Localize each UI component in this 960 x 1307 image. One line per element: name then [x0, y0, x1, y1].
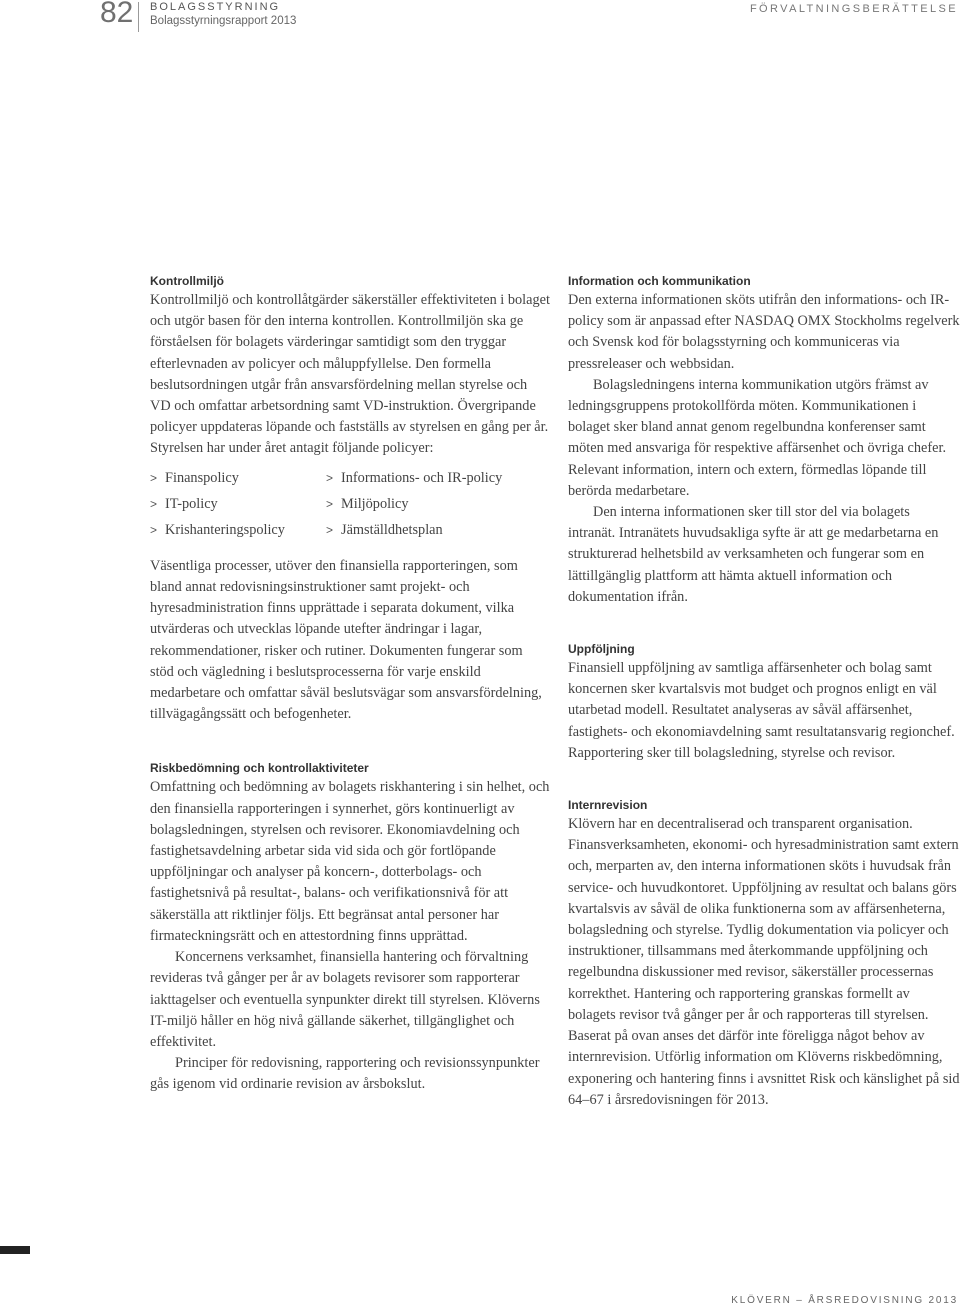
uppfoljning-paragraph: Finansiell uppföljning av samtliga affärsenheter och bolag samt koncernen sker kvartalsvis mot budget och prognos enligt en väl utarbetad modell. Resultatet analyseras av såväl affärsenhet, fastighets- och ekonomiavdelning samt resultatansvarig regionchef. Rapportering sker till bolagsledning, styrelse och revisor.: [568, 660, 955, 761]
risk-paragraph-1: Omfattning och bedömning av bolagets riskhantering i sin helhet, och den finansiella rapporteringen i synnerhet, görs kontinuerligt av bolagsledningen, styrelsen och revisorer. Ekonomiavdelning och fastighetsavdelning arbetar sida vid sida och gör fortlöpande uppföljningar och analyser på koncern-, dotterbolags- och fastighetsnivå på resultat-, balans- och verifikationsnivå för att säkerställa att riktlinjer följs. Ett begränsat antal personer har firmateckningsrätt och en attestordning finns upprättad.: [150, 779, 550, 944]
risk-paragraph-2: Koncernens verksamhet, finansiella hantering och förvaltning revideras två gånger per år av bolagets revisorer som rapporterar iakttagelser och eventuella synpunkter direkt till styrelsen. Klöverns IT-miljö håller en hög nivå gällande säkerhet, tillgänglighet och effektivitet.: [150, 949, 540, 1050]
processes-paragraph: Väsentliga processer, utöver den finansiella rapporteringen, som bland annat redovisningsinstruktioner samt projekt- och hyresadministration finns upprättade i separata dokument, vilka utvärderas och utvecklas löpande utefter ändringar i lagar, rekommendationer, risker och rutiner. Dokumenten fungerar som stöd och vägledning i beslutsprocesserna för varje enskild medarbetare och omfattar såväl beslutsvägar som ansvarsfördelning, tillvägagångssätt och befogenheter.: [150, 557, 542, 723]
footer-label: KLÖVERN – ÅRSREDOVISNING 2013: [731, 1295, 958, 1306]
heading-riskbedomning: Riskbedömning och kontrollaktiviteter: [150, 761, 369, 776]
heading-information: Information och kommunikation: [568, 274, 751, 288]
policy-item: > IT-policy: [150, 496, 218, 513]
kontrollmiljo-paragraph: Kontrollmiljö och kontrollåtgärder säkerställer effektiviteten i bolaget och utgör basen för den interna kontrollen. Kontrollmiljön ska ge förståelsen för bolagets värderingar samtidigt som den tryggar efterlevnaden av policyer och måluppfyllelse. Den formella beslutsordningen utgår från ansvarsfördelning mellan styrelse och VD och omfattar arbetsordning samt VD-instruktion. Övergripande policyer uppdateras löpande och fastställs av styrelsen en gång per år. Styrelsen har under året antagit följande policyer:: [150, 292, 550, 457]
info-paragraph-1: Den externa informationen sköts utifrån den informations- och IR-policy som är anpassad efter NASDAQ OMX Stockholms regelverk och Svensk kod för bolagsstyrning och kommuniceras via pressreleaser och webbsidan.: [568, 292, 960, 372]
policy-item: > Jämställdhetsplan: [326, 522, 443, 539]
bullet-marker: >: [326, 497, 334, 512]
heading-uppfoljning: Uppföljning: [568, 642, 635, 657]
header-divider: [138, 2, 139, 32]
info-paragraph-3: Den interna informationen sker till stor del via bolagets intranät. Intranätets huvudsakliga syfte är att ge medarbetarna en strukturerad helhetsbild av verksamheten och fungerar som en lättillgänglig plattform att hämta aktuell information och dokumentation ifrån.: [568, 504, 939, 605]
policy-item: > Informations- och IR-policy: [326, 469, 503, 486]
info-paragraph-2: Bolagsledningens interna kommunikation utgörs främst av ledningsgruppens protokollförda möten. Kommunikationen i bolaget sker bland annat genom regelbundna konferenser samt möten med ansvariga för respektive affärsenhet och övriga chefer. Relevant information, intern och extern, förmedlas löpande till berörda medarbetare.: [568, 376, 947, 499]
page-number: 82: [100, 0, 134, 29]
bullet-marker: >: [326, 523, 334, 538]
policy-item: > Miljöpolicy: [326, 496, 409, 513]
section-label: BOLAGSSTYRNING: [150, 1, 281, 13]
footer-marker-bar: [0, 1246, 30, 1254]
bullet-marker: >: [150, 470, 158, 485]
risk-paragraph-3: Principer för redovisning, rapportering och revisionssynpunkter gås igenom vid ordinarie revision av årsbokslut.: [150, 1055, 540, 1093]
heading-internrevision: Internrevision: [568, 798, 648, 813]
bullet-marker: >: [326, 470, 334, 485]
report-name: Bolagsstyrningsrapport 2013: [150, 15, 297, 27]
left-column: [150, 272, 550, 1096]
policy-item: > Finanspolicy: [150, 469, 239, 486]
heading-kontrollmiljo: Kontrollmiljö: [150, 274, 224, 288]
bullet-marker: >: [150, 497, 158, 512]
chapter-label: FÖRVALTNINGSBERÄTTELSE: [749, 3, 958, 15]
bullet-marker: >: [150, 523, 158, 538]
internrevision-paragraph: Klövern har en decentraliserad och transparent organisation. Finansverksamheten, ekonomi- och hyresadministration samt extern och, merparten av, den interna informationen sköts i huvudsak från service- och huvudkontoret. Uppföljning av resultat och balans görs kvartalsvis av såväl de olika funktionerna som av affärsenheterna, bolagsledning och styrelse. Tydlig dokumentation via policyer och instruktioner, tillsammans med återkommande uppföljning och regelbundna diskussioner med revisor, säkerställer processernas korrekthet. Hantering och rapportering granskas formellt av bolagets revisor två gånger per år och rapporteras till styrelsen. Baserat på ovan anses det därför inte föreligga något behov av internrevision. Utförlig information om Klöverns riskbedömning, exponering och hantering finns i avsnittet Risk och känslighet på sid 64–67 i årsredovisningen för 2013.: [568, 816, 960, 1108]
policy-list: [150, 468, 550, 542]
right-column: [568, 272, 960, 1111]
policy-item: > Krishanteringspolicy: [150, 522, 285, 539]
